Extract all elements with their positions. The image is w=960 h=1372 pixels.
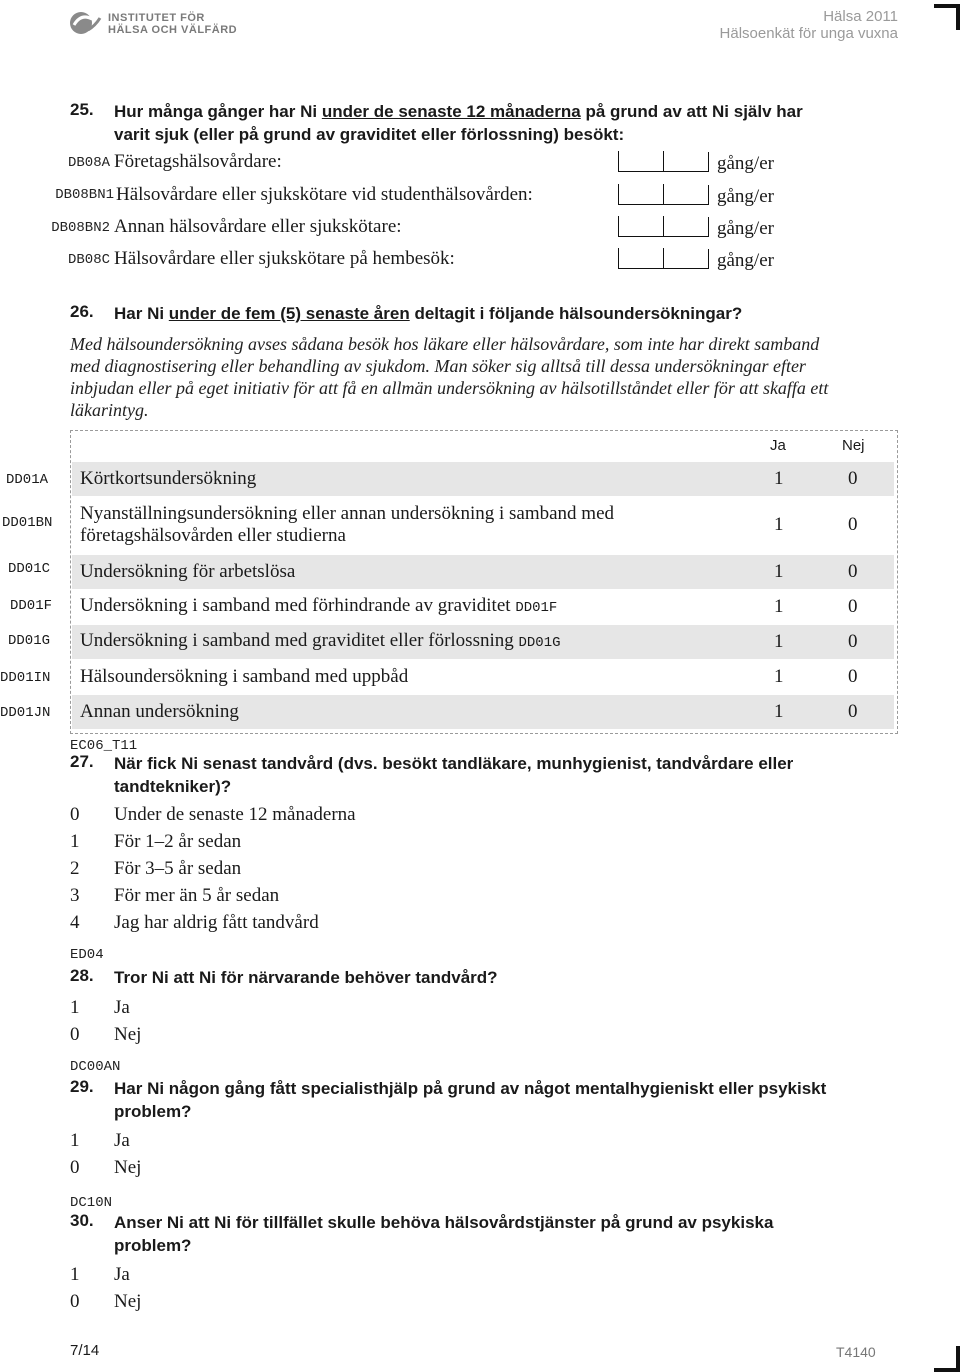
option-number[interactable]: 2 <box>70 858 80 879</box>
q25-item-label: Annan hälsovårdare eller sjukskötare: <box>114 216 402 237</box>
option-number[interactable]: 3 <box>70 885 80 906</box>
answer-no[interactable]: 0 <box>848 468 858 489</box>
option-number[interactable]: 0 <box>70 1024 80 1045</box>
row-code: DD01G <box>8 633 51 649</box>
page-number: 7/14 <box>70 1342 100 1359</box>
form-id: T4140 <box>836 1344 876 1360</box>
option-number[interactable]: 0 <box>70 1291 80 1312</box>
option-number[interactable]: 1 <box>70 1264 80 1285</box>
answer-yes[interactable]: 1 <box>774 561 784 582</box>
inline-variable-code: DD01G <box>518 635 561 651</box>
table-row[interactable] <box>72 660 894 694</box>
answer-yes[interactable]: 1 <box>774 468 784 489</box>
survey-subtitle: Hälsoenkät för unga vuxna <box>719 25 898 42</box>
option-label[interactable]: Nej <box>114 1291 142 1312</box>
table-row[interactable] <box>72 500 894 550</box>
q25-count-field[interactable] <box>618 184 774 208</box>
table-row[interactable] <box>72 555 894 589</box>
row-code: DD01IN <box>0 670 51 686</box>
answer-no[interactable]: 0 <box>848 596 858 617</box>
table-row[interactable] <box>72 625 894 659</box>
q30-variable-code: DC10N <box>70 1195 113 1211</box>
table-row[interactable] <box>72 462 894 496</box>
answer-no[interactable]: 0 <box>848 631 858 652</box>
option-label[interactable]: Nej <box>114 1024 142 1045</box>
row-label: Undersökning i samband med förhindrande av graviditet DD01F <box>80 595 558 616</box>
q27-variable-code: EC06_T11 <box>70 738 138 754</box>
question-26-number: 26. <box>70 302 94 321</box>
option-label[interactable]: För 3–5 år sedan <box>114 858 242 879</box>
crop-mark-bottom-right <box>934 1346 960 1372</box>
crop-mark-top-right <box>934 4 960 30</box>
table-row[interactable] <box>72 695 894 729</box>
option-label[interactable]: Ja <box>114 997 130 1018</box>
column-header-no: Nej <box>842 437 865 454</box>
q25-item-code: DB08C <box>67 252 110 268</box>
row-label: Undersökning i samband med graviditet eller förlossning DD01G <box>80 630 561 651</box>
q25-item-code: DB08BN2 <box>51 220 110 236</box>
answer-no[interactable]: 0 <box>848 666 858 687</box>
row-code: DD01JN <box>0 705 51 721</box>
logo-text-line1: INSTITUTET FÖR <box>108 12 205 24</box>
question-25-text: Hur många gånger har Ni under de senaste 12 månaderna på grund av att Ni själv har varit sjuk (eller på grund av graviditet eller förlossning) besökt: <box>114 102 803 144</box>
question-25-number: 25. <box>70 100 94 119</box>
q29-variable-code: DC00AN <box>70 1059 121 1075</box>
question-26-note: Med hälsoundersökning avses sådana besök hos läkare eller hälsovårdare, som inte har direkt samband med diagnostisering eller behandling av sjukdom. Man söker sig alltså till dessa undersökningar efter inbjudan eller på eget initiativ för att få en allmän undersökning av hälsotillståndet eller för att skaffa ett läkarintyg. <box>70 334 829 420</box>
table-row[interactable] <box>72 590 894 624</box>
row-label: Nyanställningsundersökning eller annan undersökning i samband med företagshälsovården eller studierna <box>80 503 615 546</box>
survey-title: Hälsa 2011 <box>823 8 898 25</box>
question-28-number: 28. <box>70 966 94 985</box>
answer-yes[interactable]: 1 <box>774 514 784 535</box>
inline-variable-code: DD01F <box>515 600 558 616</box>
row-label: Undersökning för arbetslösa <box>80 561 296 582</box>
question-29-number: 29. <box>70 1077 94 1096</box>
question-29-text: Har Ni någon gång fått specialisthjälp på grund av något mentalhygieniskt eller psykiskt problem? <box>114 1079 827 1121</box>
question-27-text: När fick Ni senast tandvård (dvs. besökt tandläkare, munhygienist, tandvårdare eller tandtekniker)? <box>114 754 794 796</box>
unit-label: gång/er <box>717 218 774 239</box>
logo-text-line2: HÄLSA OCH VÄLFÄRD <box>108 24 238 36</box>
answer-no[interactable]: 0 <box>848 561 858 582</box>
unit-label: gång/er <box>717 153 774 174</box>
option-label[interactable]: För mer än 5 år sedan <box>114 885 280 906</box>
question-27-number: 27. <box>70 752 94 771</box>
row-label: Annan undersökning <box>80 701 239 722</box>
answer-yes[interactable]: 1 <box>774 701 784 722</box>
option-label[interactable]: För 1–2 år sedan <box>114 831 242 852</box>
question-30-number: 30. <box>70 1211 94 1230</box>
option-label[interactable]: Nej <box>114 1157 142 1178</box>
option-number[interactable]: 1 <box>70 997 80 1018</box>
question-30-text: Anser Ni att Ni för tillfället skulle behöva hälsovårdstjänster på grund av psykiska problem? <box>114 1213 774 1255</box>
row-code: DD01A <box>6 472 49 488</box>
unit-label: gång/er <box>717 250 774 271</box>
option-label[interactable]: Ja <box>114 1130 130 1151</box>
question-28-text: Tror Ni att Ni för närvarande behöver tandvård? <box>114 968 498 987</box>
answer-no[interactable]: 0 <box>848 514 858 535</box>
row-label: Hälsoundersökning i samband med uppbåd <box>80 666 409 687</box>
answer-yes[interactable]: 1 <box>774 666 784 687</box>
q25-item-code: DB08A <box>67 155 110 171</box>
option-label[interactable]: Ja <box>114 1264 130 1285</box>
q25-item-label: Hälsovårdare eller sjukskötare vid studenthälsovården: <box>116 184 533 205</box>
question-26-text: Har Ni under de fem (5) senaste åren deltagit i följande hälsoundersökningar? <box>114 304 743 323</box>
answer-yes[interactable]: 1 <box>774 596 784 617</box>
institute-logo-icon <box>68 10 102 36</box>
q25-item-label: Hälsovårdare eller sjukskötare på hembesök: <box>114 248 455 269</box>
option-number[interactable]: 0 <box>70 804 80 825</box>
q25-item-code: DB08BN1 <box>55 187 114 203</box>
option-number[interactable]: 0 <box>70 1157 80 1178</box>
option-number[interactable]: 4 <box>70 912 80 933</box>
option-label[interactable]: Jag har aldrig fått tandvård <box>114 912 319 933</box>
row-label: Körtkortsundersökning <box>80 468 257 489</box>
option-label[interactable]: Under de senaste 12 månaderna <box>114 804 356 825</box>
column-header-yes: Ja <box>770 437 786 454</box>
answer-no[interactable]: 0 <box>848 701 858 722</box>
q25-count-field[interactable] <box>618 151 774 175</box>
answer-yes[interactable]: 1 <box>774 631 784 652</box>
q25-count-field[interactable] <box>618 216 774 240</box>
q25-item-label: Företagshälsovårdare: <box>114 151 282 172</box>
row-code: DD01C <box>8 561 51 577</box>
unit-label: gång/er <box>717 186 774 207</box>
q25-count-field[interactable] <box>618 248 774 272</box>
row-code: DD01BN <box>2 515 53 531</box>
option-number[interactable]: 1 <box>70 1130 80 1151</box>
row-code: DD01F <box>10 598 53 614</box>
q28-variable-code: ED04 <box>70 947 104 963</box>
option-number[interactable]: 1 <box>70 831 80 852</box>
